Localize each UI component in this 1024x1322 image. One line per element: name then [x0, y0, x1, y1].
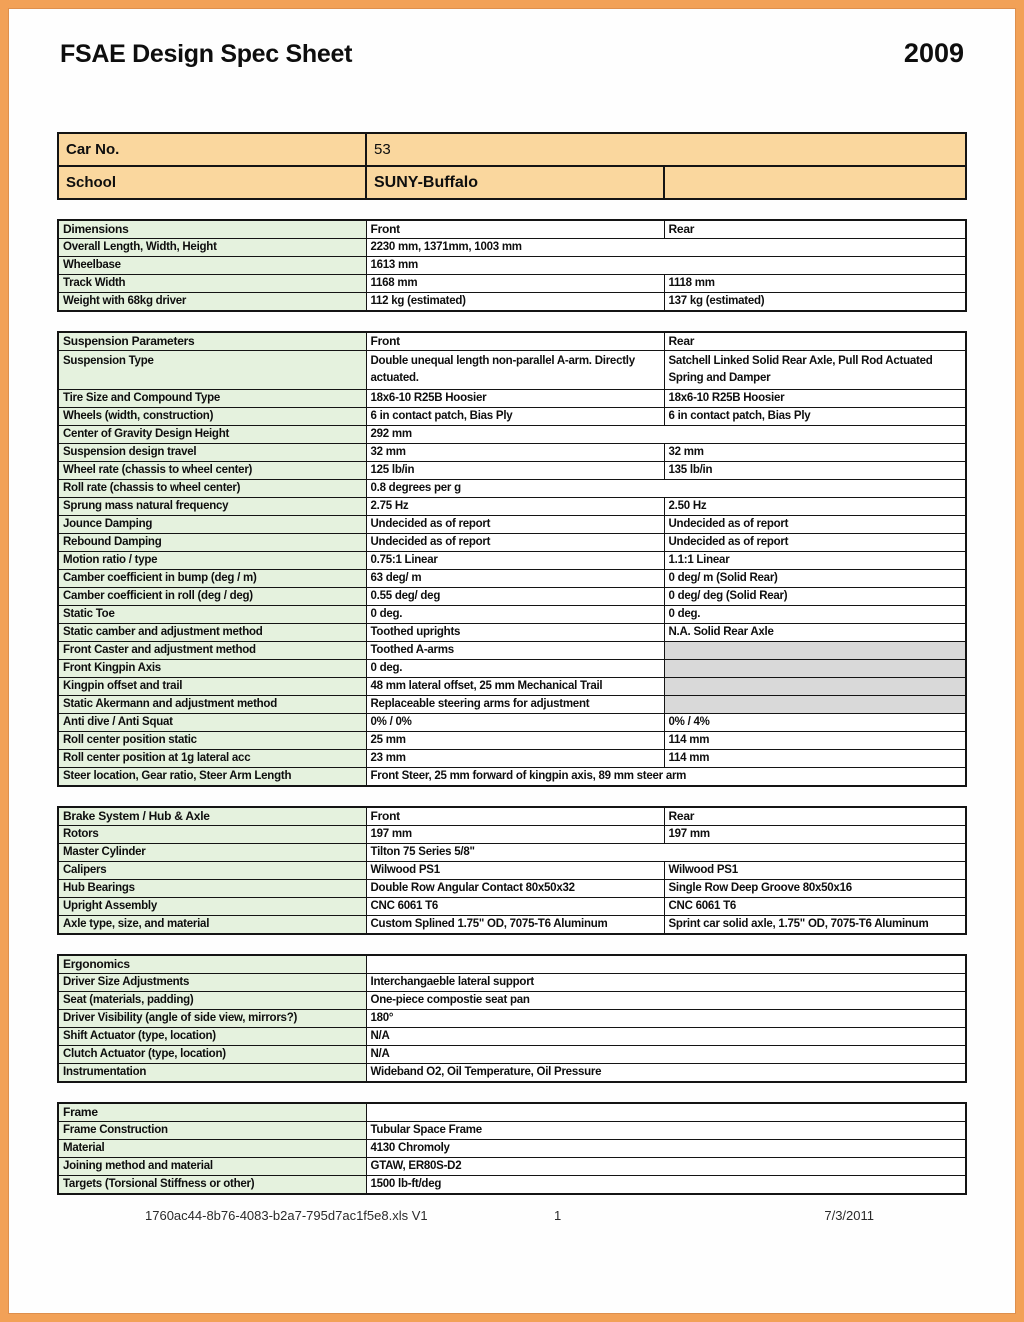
table-frame [57, 1102, 967, 1195]
row-value-rear [664, 642, 966, 660]
table-row [58, 390, 966, 408]
footer-date: 7/3/2011 [824, 1208, 874, 1223]
car-no-row [58, 133, 966, 166]
tables [57, 219, 965, 1195]
row-value-front: Double Row Angular Contact 80x50x32 [366, 880, 664, 898]
row-value-rear: 0 deg/ deg (Solid Rear) [664, 588, 966, 606]
row-value: N/A [366, 1046, 966, 1064]
col-rear-header: Rear [664, 220, 966, 239]
row-value: Tubular Space Frame [366, 1122, 966, 1140]
col-front-header: Front [366, 332, 664, 351]
row-label: Rebound Damping [58, 534, 366, 552]
row-value-front: 112 kg (estimated) [366, 293, 664, 312]
table-row [58, 588, 966, 606]
table-row [58, 678, 966, 696]
row-value-rear: Undecided as of report [664, 534, 966, 552]
section-header-row [58, 955, 966, 974]
school-label: School [58, 166, 366, 199]
row-label: Wheelbase [58, 257, 366, 275]
row-value-front: 0.55 deg/ deg [366, 588, 664, 606]
row-label: Master Cylinder [58, 844, 366, 862]
row-value: 180° [366, 1010, 966, 1028]
row-label: Static camber and adjustment method [58, 624, 366, 642]
row-value: Tilton 75 Series 5/8" [366, 844, 966, 862]
section-header-row [58, 1103, 966, 1122]
section-title: Suspension Parameters [58, 332, 366, 351]
table-row [58, 826, 966, 844]
row-value: 292 mm [366, 426, 966, 444]
row-label: Upright Assembly [58, 898, 366, 916]
row-value-front: 0.75:1 Linear [366, 552, 664, 570]
table-row [58, 426, 966, 444]
table-row [58, 844, 966, 862]
row-label: Motion ratio / type [58, 552, 366, 570]
table-row [58, 642, 966, 660]
row-value-rear: Wilwood PS1 [664, 862, 966, 880]
year-label: 2009 [903, 38, 964, 68]
row-label: Roll center position static [58, 732, 366, 750]
table-row [58, 916, 966, 935]
row-label: Static Toe [58, 606, 366, 624]
table-ergonomics [57, 954, 967, 1083]
section-header-spacer [366, 955, 966, 974]
row-value-rear: 1118 mm [664, 275, 966, 293]
row-value-rear: 197 mm [664, 826, 966, 844]
row-value: 4130 Chromoly [366, 1140, 966, 1158]
row-value: GTAW, ER80S-D2 [366, 1158, 966, 1176]
row-value: Wideband O2, Oil Temperature, Oil Pressure [366, 1064, 966, 1083]
row-value-front: 0 deg. [366, 660, 664, 678]
row-value-rear: 114 mm [664, 732, 966, 750]
table-row [58, 1028, 966, 1046]
row-label: Jounce Damping [58, 516, 366, 534]
row-value-rear: 0 deg/ m (Solid Rear) [664, 570, 966, 588]
col-front-header: Front [366, 220, 664, 239]
section-header-spacer [366, 1103, 966, 1122]
table-row [58, 498, 966, 516]
row-label: Frame Construction [58, 1122, 366, 1140]
row-value-front: 6 in contact patch, Bias Ply [366, 408, 664, 426]
table-row [58, 732, 966, 750]
col-rear-header: Rear [664, 332, 966, 351]
row-value: 1613 mm [366, 257, 966, 275]
table-row [58, 862, 966, 880]
table-row [58, 462, 966, 480]
row-value-rear: 32 mm [664, 444, 966, 462]
car-no-label: Car No. [58, 133, 366, 166]
table-row [58, 1046, 966, 1064]
titlebar [60, 38, 964, 69]
row-value-rear: 135 lb/in [664, 462, 966, 480]
row-value-rear: 18x6-10 R25B Hoosier [664, 390, 966, 408]
table-row [58, 534, 966, 552]
table-row [58, 714, 966, 732]
row-value-front: 0% / 0% [366, 714, 664, 732]
row-value-front: CNC 6061 T6 [366, 898, 664, 916]
table-row [58, 257, 966, 275]
table-row [58, 239, 966, 257]
table-row [58, 624, 966, 642]
row-value-rear: N.A. Solid Rear Axle [664, 624, 966, 642]
row-value-rear: 6 in contact patch, Bias Ply [664, 408, 966, 426]
row-value-front: 197 mm [366, 826, 664, 844]
row-value-rear: Sprint car solid axle, 1.75" OD, 7075-T6 Aluminum [664, 916, 966, 935]
row-label: Suspension Type [58, 351, 366, 390]
row-value-front: Custom Splined 1.75" OD, 7075-T6 Aluminum [366, 916, 664, 935]
school-row [58, 166, 966, 199]
row-label: Front Caster and adjustment method [58, 642, 366, 660]
row-label: Driver Visibility (angle of side view, mirrors?) [58, 1010, 366, 1028]
row-label: Wheels (width, construction) [58, 408, 366, 426]
row-label: Front Kingpin Axis [58, 660, 366, 678]
row-value-rear: 1.1:1 Linear [664, 552, 966, 570]
row-value-front: Wilwood PS1 [366, 862, 664, 880]
row-label: Wheel rate (chassis to wheel center) [58, 462, 366, 480]
row-value: 1500 lb-ft/deg [366, 1176, 966, 1195]
row-value: One-piece compostie seat pan [366, 992, 966, 1010]
table-row [58, 480, 966, 498]
row-label: Track Width [58, 275, 366, 293]
row-label: Hub Bearings [58, 880, 366, 898]
row-value-rear: CNC 6061 T6 [664, 898, 966, 916]
row-label: Axle type, size, and material [58, 916, 366, 935]
row-value-front: Toothed A-arms [366, 642, 664, 660]
row-value: Front Steer, 25 mm forward of kingpin axis, 89 mm steer arm [366, 768, 966, 787]
page-title: FSAE Design Spec Sheet [60, 40, 353, 68]
table-row [58, 880, 966, 898]
table-row [58, 1064, 966, 1083]
footer-filename: 1760ac44-8b76-4083-b2a7-795d7ac1f5e8.xls V1 [145, 1208, 428, 1223]
table-row [58, 606, 966, 624]
row-label: Joining method and material [58, 1158, 366, 1176]
row-label: Clutch Actuator (type, location) [58, 1046, 366, 1064]
table-row [58, 1010, 966, 1028]
row-label: Shift Actuator (type, location) [58, 1028, 366, 1046]
row-label: Sprung mass natural frequency [58, 498, 366, 516]
row-label: Overall Length, Width, Height [58, 239, 366, 257]
table-row [58, 768, 966, 787]
row-value-front: Replaceable steering arms for adjustment [366, 696, 664, 714]
row-value-rear [664, 660, 966, 678]
table-row [58, 750, 966, 768]
row-label: Center of Gravity Design Height [58, 426, 366, 444]
section-title: Ergonomics [58, 955, 366, 974]
table-row [58, 992, 966, 1010]
row-value-rear: Undecided as of report [664, 516, 966, 534]
row-value-rear [664, 696, 966, 714]
table-row [58, 1158, 966, 1176]
row-value-front: 1168 mm [366, 275, 664, 293]
row-value-front: Toothed uprights [366, 624, 664, 642]
row-value-front: 63 deg/ m [366, 570, 664, 588]
table-row [58, 696, 966, 714]
table-row [58, 408, 966, 426]
row-value: 0.8 degrees per g [366, 480, 966, 498]
row-value: Interchangaeble lateral support [366, 974, 966, 992]
footer-page-number: 1 [554, 1208, 562, 1223]
row-label: Driver Size Adjustments [58, 974, 366, 992]
row-value-front: 23 mm [366, 750, 664, 768]
table-row [58, 516, 966, 534]
row-value: 2230 mm, 1371mm, 1003 mm [366, 239, 966, 257]
row-value-rear: Single Row Deep Groove 80x50x16 [664, 880, 966, 898]
row-value-front: 18x6-10 R25B Hoosier [366, 390, 664, 408]
row-label: Seat (materials, padding) [58, 992, 366, 1010]
car-info-table [57, 132, 967, 200]
row-label: Static Akermann and adjustment method [58, 696, 366, 714]
row-value-rear: 0 deg. [664, 606, 966, 624]
table-row [58, 351, 966, 390]
section-header-row [58, 807, 966, 826]
row-label: Steer location, Gear ratio, Steer Arm Length [58, 768, 366, 787]
footer [57, 1208, 965, 1226]
table-row [58, 660, 966, 678]
row-label: Rotors [58, 826, 366, 844]
row-value: N/A [366, 1028, 966, 1046]
row-label: Material [58, 1140, 366, 1158]
row-value-front: 48 mm lateral offset, 25 mm Mechanical Trail [366, 678, 664, 696]
row-label: Instrumentation [58, 1064, 366, 1083]
row-value-front: 125 lb/in [366, 462, 664, 480]
row-label: Targets (Torsional Stiffness or other) [58, 1176, 366, 1195]
table-row [58, 444, 966, 462]
row-value-front: 0 deg. [366, 606, 664, 624]
row-label: Weight with 68kg driver [58, 293, 366, 312]
table-row [58, 275, 966, 293]
row-value-front: Double unequal length non-parallel A-arm. Directly actuated. [366, 351, 664, 390]
row-label: Suspension design travel [58, 444, 366, 462]
row-value-front: Undecided as of report [366, 534, 664, 552]
col-front-header: Front [366, 807, 664, 826]
row-label: Roll rate (chassis to wheel center) [58, 480, 366, 498]
section-title: Dimensions [58, 220, 366, 239]
section-header-row [58, 332, 966, 351]
car-no-value: 53 [366, 133, 966, 166]
table-row [58, 570, 966, 588]
row-value-front: 25 mm [366, 732, 664, 750]
row-label: Calipers [58, 862, 366, 880]
table-row [58, 1176, 966, 1195]
table-brake-system-hub-axle [57, 806, 967, 935]
row-label: Kingpin offset and trail [58, 678, 366, 696]
row-value-front: 2.75 Hz [366, 498, 664, 516]
section-header-row [58, 220, 966, 239]
row-value-rear: 114 mm [664, 750, 966, 768]
row-label: Camber coefficient in roll (deg / deg) [58, 588, 366, 606]
row-label: Tire Size and Compound Type [58, 390, 366, 408]
row-value-front: 32 mm [366, 444, 664, 462]
school-value: SUNY-Buffalo [366, 166, 664, 199]
sheet-content [57, 132, 965, 1226]
row-value-rear: 2.50 Hz [664, 498, 966, 516]
table-dimensions [57, 219, 967, 312]
table-row [58, 293, 966, 312]
row-label: Roll center position at 1g lateral acc [58, 750, 366, 768]
table-row [58, 898, 966, 916]
row-value-rear: 137 kg (estimated) [664, 293, 966, 312]
col-rear-header: Rear [664, 807, 966, 826]
table-row [58, 974, 966, 992]
section-title: Brake System / Hub & Axle [58, 807, 366, 826]
row-value-rear [664, 678, 966, 696]
row-label: Anti dive / Anti Squat [58, 714, 366, 732]
table-row [58, 552, 966, 570]
table-row [58, 1140, 966, 1158]
row-value-rear: 0% / 4% [664, 714, 966, 732]
row-value-rear: Satchell Linked Solid Rear Axle, Pull Rod Actuated Spring and Damper [664, 351, 966, 390]
school-extra-cell [664, 166, 966, 199]
row-value-front: Undecided as of report [366, 516, 664, 534]
row-label: Camber coefficient in bump (deg / m) [58, 570, 366, 588]
table-suspension-parameters [57, 331, 967, 787]
table-row [58, 1122, 966, 1140]
section-title: Frame [58, 1103, 366, 1122]
